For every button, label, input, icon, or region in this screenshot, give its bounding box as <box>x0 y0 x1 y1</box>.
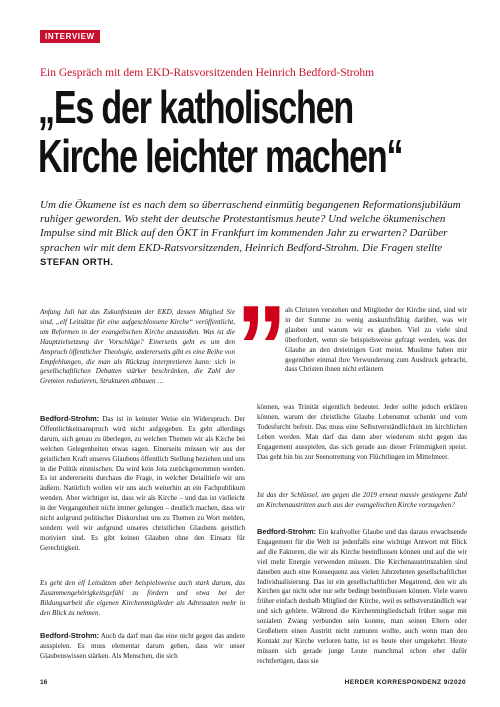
answer2-continued-full: können, was Trinität eigentlich bedeutet. Jeder sollte jedoch erklären können, warum der christliche Glaube Lebensmut schenkt und vom Todesfurcht befreit. Das muss eine Selbstverständlichkeit im kirchlichen Leben werden. Man darf das dann aber wiederum nicht gegen das Engagement ausspielen, das sich gerade aus dieser Frömmigkeit speist. Das geht hin bis zur Seenotrettung von Flüchtlingen im Mittelmeer. <box>257 403 467 461</box>
answer2-continued-top: als Christen verstehen und Mitglieder der Kirche sind, sind wir in der Summe zu wenig auskunftsfähig darüber, was wir glauben und warum wir es glauben. Viel zu viele sind überfordert, wenn sie beispielsweise gefragt werden, was der Glaube an den dreieinigen Gott meint. Muslime haben mir gegenüber einmal ihre Verwunderung zum Ausdruck gebracht, dass Christen ihnen nicht erläutern <box>285 306 467 374</box>
publication-name: HERDER KORRESPONDENZ 9/2020 <box>344 679 466 686</box>
answer3-paragraph <box>257 527 467 667</box>
quote-mark-icon: ” <box>236 281 282 415</box>
author-name: STEFAN ORTH. <box>40 256 114 268</box>
speaker-label: Bedford-Strohm: <box>40 631 100 640</box>
headline <box>38 81 403 182</box>
question3-paragraph: Ist das der Schlüssel, um gegen die 2019 erneut massiv gestiegene Zahl an Kirchenaustritten auch aus der evangelischen Kirche vorzugehen? <box>257 491 467 509</box>
headline-line-1: „Es der katholischen <box>38 81 353 133</box>
answer3-text: Ein kraftvoller Glaube und das daraus erwachsende Engagement für die Welt ist jedenfalls eine wichtige Antwort mit Blick auf die Faktoren, die wir als Kirche beeinflussen können und auf die wir viel mehr Energie verwenden müssen. Die Kirchenaustrittszahlen sind daneben auch eine Konsequenz aus vielen Jahrzehnten gesellschaftlicher Individualisierung. Das ist ein gesellschaftlicher Megatrend, den wir als Kirchen gar nicht oder nur sehr bedingt beeinflussen können. Viele waren früher einfach deshalb Mitglied der Kirche, weil es selbstverständlich war und sich gehörte. Während die Kirchenmitgliedschaft früher sogar mit sozialem Zwang verbunden sein konnte, man seinen Eltern oder Großeltern einen Austritt nicht zumuten wollte, auch wenn man den Kontakt zur Kirche verloren hatte, ist es heute eher umgekehrt. Heute müssen sich gerade junge Leute manchmal schon eher dafür rechtfertigen, dass sie <box>257 528 467 665</box>
answer1-text: Das ist in keinster Weise ein Widerspruch. Der Öffentlichkeitsanspruch wird nicht aufgegeben. Es geht allerdings darum, sich genau zu überlegen, zu welchen Themen wir als Kirche bei welchen Gelegenheiten etwas sagen. Einerseits müssen wir aus der geistlichen Kraft unseres Glaubens öffentlich Stellung beziehen und uns in die Politik einmischen. Da wird kein Jota zurückgenommen werden. Es ist andererseits durchaus die Frage, in welcher Detailtiefe wir uns äußern. Natürlich wollen wir uns auch weiterhin an ein Fachpublikum wenden. Aber wichtiger ist, dass wir als Kirche – und das ist vielleicht in der Vergangenheit nicht immer gelungen – deutlich machen, dass wir nicht aufgrund politischer Diskurslust uns zu Themen zu Wort melden, sondern weil wir aufgrund unseres christlichen Glaubens geistlich motiviert sind. Es gibt keinen Glauben ohne den Einsatz für Gerechtigkeit. <box>40 415 245 552</box>
question2-paragraph: Es geht den elf Leitsätzen aber beispielsweise auch stark darum, das Zusammengehörigkeitsgefühl zu fördern und etwa bei der Bildungsarbeit die eigenen Kirchenmitglieder als Adressaten mehr in den Blick zu nehmen. <box>40 579 245 617</box>
lead-paragraph <box>40 198 464 270</box>
intro-question: Anfang Juli hat das Zukunftsteam der EKD, dessen Mitglied Sie sind, „elf Leitsätze für eine aufgeschlossene Kirche“ veröffentlicht, um Reformen in der evangelischen Kirche anzustoßen. Was ist die Hauptzielsetzung der Vorschläge? Einerseits geht es um den Anspruch öffentlicher Theologie, andererseits gibt es eine Reihe von Empfehlungen, die man als Rückzug interpretieren kann: sich in gesellschaftlichen Debatten stärker beschränken, die Zahl der Gremien reduzieren, Strukturen abbauen … <box>40 308 235 386</box>
answer1-paragraph <box>40 414 245 554</box>
headline-line-2: Kirche leichter machen“ <box>38 130 403 182</box>
speaker-label: Bedford-Strohm: <box>40 414 100 423</box>
kicker-line: Ein Gespräch mit dem EKD-Ratsvorsitzenden Heinrich Bedford-Strohm <box>40 67 375 79</box>
speaker-label: Bedford-Strohm: <box>257 527 317 536</box>
answer2-paragraph <box>40 631 245 662</box>
answer2-text: Auch da darf man das eine nicht gegen das andere ausspielen. Es muss elementar darum gehen, dass wir unser Glaubenswissen stärken. Als Menschen, die sich <box>40 632 245 660</box>
section-tag: INTERVIEW <box>40 30 100 43</box>
page-number: 16 <box>40 679 48 686</box>
lead-text: Um die Ökumene ist es nach dem so überraschend einmütig begangenen Reformationsjubiläum ruhiger geworden. Wo steht der deutsche Protestantismus heute? Und welche ökumenischen Impulse sind mit Blick auf den ÖKT in Frankfurt im kommenden Jahr zu erwarten? Darüber sprachen wir mit dem EKD-Ratsvorsitzenden, Heinrich Bedford-Strohm. Die Fragen stellte <box>40 199 461 254</box>
